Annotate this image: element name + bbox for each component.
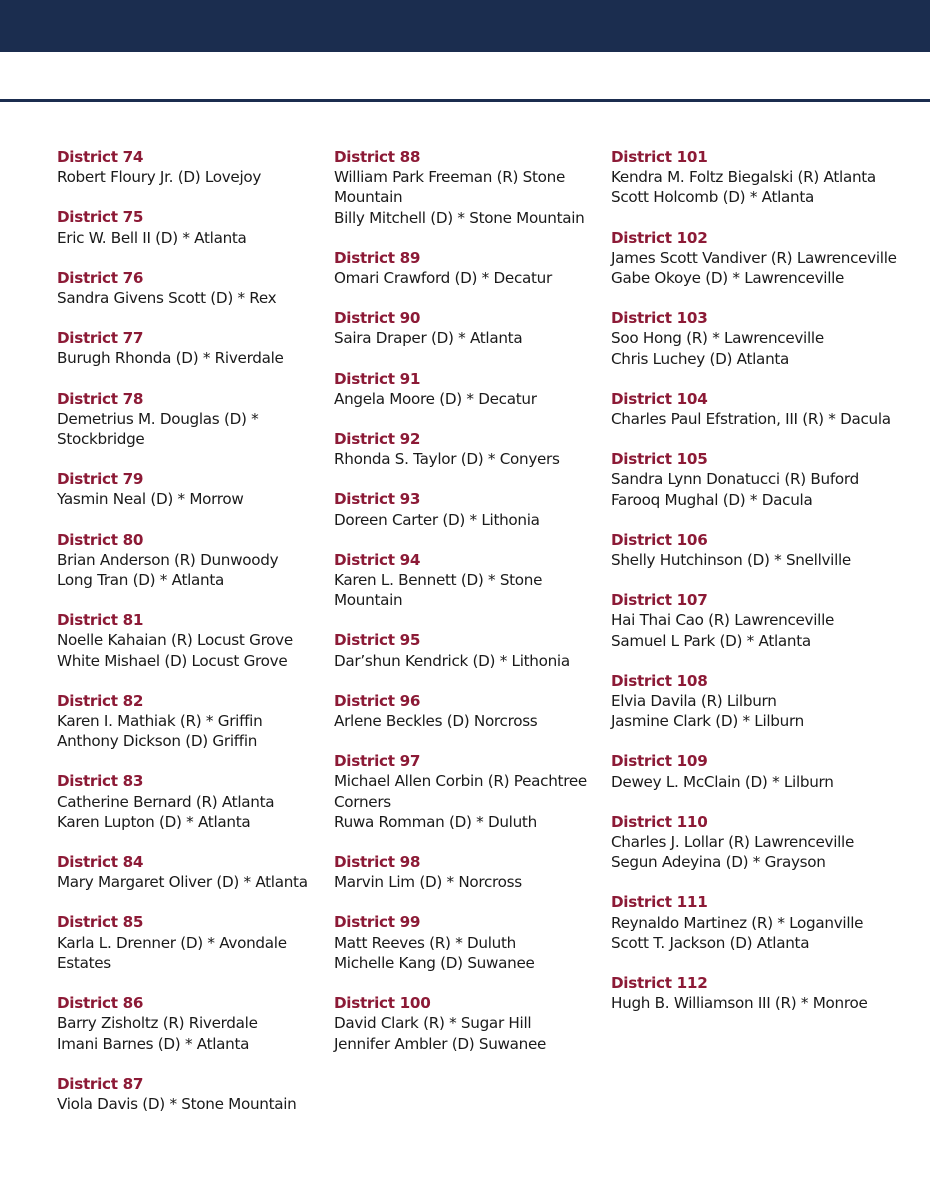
district-title: District 88 <box>334 148 421 166</box>
district-title: District 93 <box>334 490 421 509</box>
district-block <box>334 550 604 611</box>
candidate-entry: Charles J. Lollar (R) Lawrenceville <box>611 833 855 852</box>
district-block <box>57 147 327 187</box>
candidate-entry: Scott Holcomb (D) * Atlanta <box>611 188 815 207</box>
district-title: District 91 <box>334 369 421 388</box>
district-column-3 <box>611 147 911 1034</box>
district-block <box>611 308 911 369</box>
candidate-entry: Rhonda S. Taylor (D) * Conyers <box>334 450 560 469</box>
candidate-entry: Karla L. Drenner (D) * Avondale Estates <box>57 933 287 972</box>
candidate-entry: Matt Reeves (R) * Duluth <box>334 933 516 952</box>
district-block <box>611 751 911 791</box>
district-block <box>611 530 911 570</box>
district-title: District 76 <box>57 268 144 287</box>
district-block <box>57 207 327 247</box>
district-title: District 103 <box>611 309 708 328</box>
district-block <box>57 912 327 973</box>
candidate-entry: Karen I. Mathiak (R) * Griffin <box>57 712 263 731</box>
district-title: District 86 <box>57 994 144 1013</box>
candidate-entry: Kendra M. Foltz Biegalski (R) Atlanta <box>611 168 876 187</box>
district-block <box>334 993 604 1054</box>
district-block <box>334 912 604 973</box>
district-block <box>611 671 911 732</box>
district-block <box>611 449 911 510</box>
candidate-entry: Catherine Bernard (R) Atlanta <box>57 792 275 811</box>
candidate-entry: Chris Luchey (D) Atlanta <box>611 349 790 368</box>
candidate-entry: Gabe Okoye (D) * Lawrenceville <box>611 269 845 288</box>
district-block <box>334 691 604 731</box>
district-block <box>334 630 604 670</box>
candidate-entry: Shelly Hutchinson (D) * Snellville <box>611 551 851 570</box>
district-title: District 75 <box>57 208 144 227</box>
district-title: District 97 <box>334 752 421 771</box>
district-block <box>611 389 911 429</box>
district-block <box>611 973 911 1013</box>
district-column-2 <box>334 147 604 1074</box>
district-title: District 95 <box>334 631 421 650</box>
district-title: District 102 <box>611 228 708 247</box>
district-block <box>57 469 327 509</box>
candidate-entry: Karen Lupton (D) * Atlanta <box>57 812 251 831</box>
district-block <box>57 771 327 832</box>
district-block <box>57 691 327 752</box>
district-block <box>334 429 604 469</box>
candidate-entry: Saira Draper (D) * Atlanta <box>334 329 523 348</box>
candidate-entry: Charles Paul Efstration, III (R) * Dacula <box>611 410 891 429</box>
district-block <box>611 147 911 208</box>
candidate-entry: Mary Margaret Oliver (D) * Atlanta <box>57 873 308 892</box>
district-title: District 110 <box>611 812 708 831</box>
district-title: District 105 <box>611 450 708 469</box>
candidate-entry: Samuel L Park (D) * Atlanta <box>611 631 811 650</box>
district-title: District 98 <box>334 853 421 872</box>
candidate-entry: Demetrius M. Douglas (D) * Stockbridge <box>57 409 259 449</box>
district-title: District 100 <box>334 994 431 1013</box>
district-title: District 109 <box>611 752 708 771</box>
district-block <box>57 852 327 892</box>
district-block <box>334 369 604 409</box>
district-title: District 112 <box>611 974 708 993</box>
district-title: District 74 <box>57 148 144 166</box>
district-block <box>334 308 604 348</box>
candidate-entry: Arlene Beckles (D) Norcross <box>334 712 538 731</box>
candidate-entry: Karen L. Bennett (D) * Stone Mountain <box>334 571 543 610</box>
candidate-entry: Michael Allen Corbin (R) Peachtree Corners <box>334 772 587 811</box>
district-title: District 99 <box>334 913 421 932</box>
district-title: District 84 <box>57 853 144 872</box>
district-title: District 107 <box>611 591 708 610</box>
candidate-entry: Dar’shun Kendrick (D) * Lithonia <box>334 651 570 670</box>
candidate-entry: Jasmine Clark (D) * Lilburn <box>611 712 804 731</box>
candidate-entry: Marvin Lim (D) * Norcross <box>334 873 522 892</box>
district-title: District 96 <box>334 691 421 710</box>
candidate-entry: Scott T. Jackson (D) Atlanta <box>611 933 810 952</box>
district-block <box>334 147 604 228</box>
candidate-entry: Omari Crawford (D) * Decatur <box>334 269 552 288</box>
candidate-entry: Jennifer Ambler (D) Suwanee <box>334 1034 547 1053</box>
district-block <box>57 389 327 450</box>
district-title: District 85 <box>57 913 144 932</box>
candidate-entry: Anthony Dickson (D) Griffin <box>57 732 258 751</box>
candidate-entry: Noelle Kahaian (R) Locust Grove <box>57 631 293 650</box>
candidate-entry: Eric W. Bell II (D) * Atlanta <box>57 228 247 247</box>
candidate-entry: Barry Zisholtz (R) Riverdale <box>57 1014 258 1033</box>
candidate-entry: Doreen Carter (D) * Lithonia <box>334 510 540 529</box>
district-title: District 94 <box>334 550 421 569</box>
district-block <box>334 852 604 892</box>
candidate-entry: William Park Freeman (R) Stone Mountain <box>334 168 566 207</box>
district-block <box>57 610 327 671</box>
district-title: District 83 <box>57 772 144 791</box>
district-title: District 101 <box>611 148 708 166</box>
candidate-entry: White Mishael (D) Locust Grove <box>57 651 288 670</box>
candidate-entry: Sandra Givens Scott (D) * Rex <box>57 289 277 308</box>
district-column-1 <box>57 147 327 1134</box>
candidate-entry: Hai Thai Cao (R) Lawrenceville <box>611 611 835 630</box>
candidate-entry: David Clark (R) * Sugar Hill <box>334 1014 532 1033</box>
candidate-entry: James Scott Vandiver (R) Lawrenceville <box>611 248 897 267</box>
header-bar <box>0 0 930 52</box>
candidate-entry: Burugh Rhonda (D) * Riverdale <box>57 349 284 368</box>
candidate-entry: Sandra Lynn Donatucci (R) Buford <box>611 470 859 489</box>
district-title: District 80 <box>57 530 144 549</box>
district-title: District 87 <box>57 1074 144 1093</box>
district-block <box>611 228 911 289</box>
district-block <box>57 268 327 308</box>
candidate-entry: Ruwa Romman (D) * Duluth <box>334 812 537 831</box>
district-columns <box>57 147 930 1187</box>
district-title: District 106 <box>611 530 708 549</box>
candidate-entry: Long Tran (D) * Atlanta <box>57 571 225 590</box>
district-title: District 90 <box>334 309 421 328</box>
candidate-entry: Yasmin Neal (D) * Morrow <box>57 490 244 509</box>
district-title: District 92 <box>334 430 421 449</box>
district-title: District 111 <box>611 893 708 912</box>
candidate-entry: Reynaldo Martinez (R) * Loganville <box>611 913 864 932</box>
candidate-entry: Imani Barnes (D) * Atlanta <box>57 1034 250 1053</box>
candidate-entry: Viola Davis (D) * Stone Mountain <box>57 1094 297 1113</box>
candidate-entry: Farooq Mughal (D) * Dacula <box>611 490 813 509</box>
district-block <box>57 328 327 368</box>
district-block <box>334 489 604 529</box>
district-block <box>57 1074 327 1114</box>
candidate-entry: Dewey L. McClain (D) * Lilburn <box>611 772 834 791</box>
candidate-entry: Segun Adeyina (D) * Grayson <box>611 853 826 872</box>
district-title: District 89 <box>334 248 421 267</box>
district-block <box>57 530 327 591</box>
district-block <box>57 993 327 1054</box>
district-block <box>611 812 911 873</box>
district-title: District 81 <box>57 611 144 630</box>
candidate-entry: Billy Mitchell (D) * Stone Mountain <box>334 208 585 227</box>
district-block <box>611 892 911 953</box>
candidate-entry: Brian Anderson (R) Dunwoody <box>57 550 279 569</box>
header-rule <box>0 99 930 102</box>
district-title: District 108 <box>611 671 708 690</box>
district-block <box>334 751 604 832</box>
district-block <box>334 248 604 288</box>
candidate-entry: Robert Floury Jr. (D) Lovejoy <box>57 168 262 187</box>
candidate-entry: Elvia Davila (R) Lilburn <box>611 692 777 711</box>
candidate-entry: Michelle Kang (D) Suwanee <box>334 953 535 972</box>
district-title: District 78 <box>57 389 144 408</box>
district-title: District 104 <box>611 389 708 408</box>
candidate-entry: Angela Moore (D) * Decatur <box>334 389 537 408</box>
district-block <box>611 590 911 651</box>
candidate-entry: Hugh B. Williamson III (R) * Monroe <box>611 994 868 1013</box>
district-title: District 77 <box>57 329 144 348</box>
candidate-entry: Soo Hong (R) * Lawrenceville <box>611 329 824 348</box>
district-title: District 79 <box>57 470 144 489</box>
district-title: District 82 <box>57 691 144 710</box>
